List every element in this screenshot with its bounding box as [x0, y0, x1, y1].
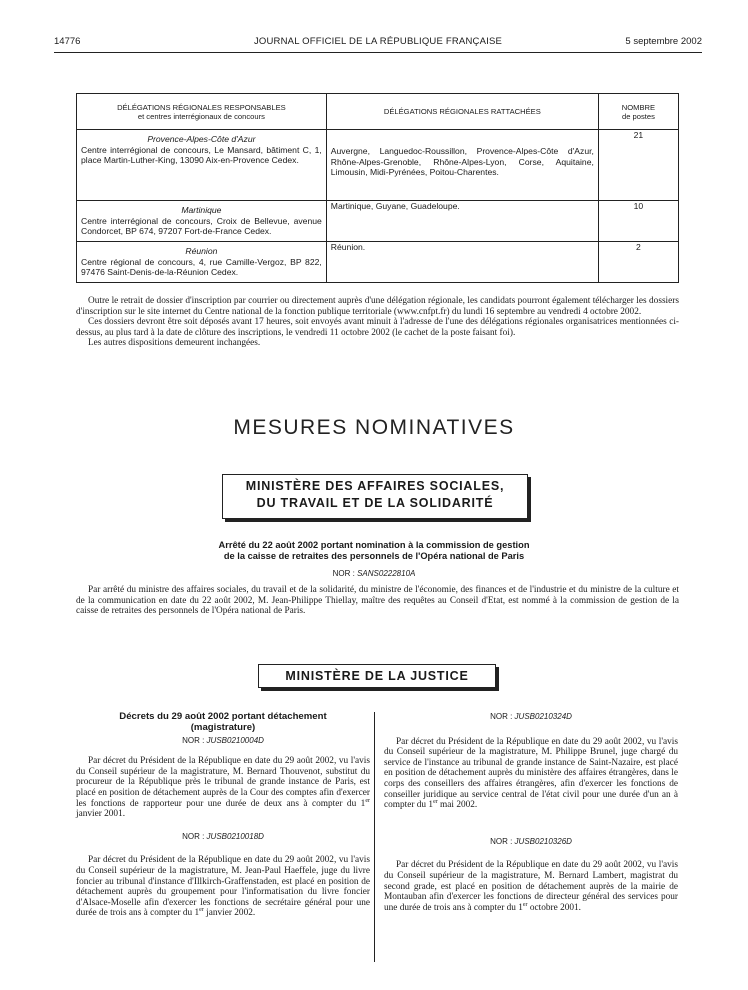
center-address: Centre interrégional de concours, Croix de Bellevue, avenue Condorcet, BP 674, 97207 Fort-de-France Cedex. [81, 215, 322, 236]
arrete-title-line: de la caisse de retraites des personnels de l'Opéra national de Paris [223, 550, 525, 561]
decree-text-end: mai 2002. [437, 800, 478, 811]
intro-paragraph: Outre le retrait de dossier d'inscription par courrier ou directement auprès d'une délégation régionale, les candidats pourront également télécharger les dossiers d'inscription sur le site internet du Centre national de la fonction publique territoriale (www.cnfpt.fr) du lundi 16 septembre au vendredi 4 octobre 2002. [76, 296, 679, 317]
journal-title: JOURNAL OFFICIEL DE LA RÉPUBLIQUE FRANÇAISE [253, 36, 503, 47]
ministry-social-affairs-box [222, 474, 528, 519]
nor-code: JUSB0210018D [206, 831, 264, 841]
header-posts-line1: NOMBRE [621, 102, 656, 112]
decree-paragraph [384, 860, 678, 913]
column-divider [374, 712, 375, 962]
posts-cell: 10 [598, 201, 678, 242]
attached-cell: Réunion. [326, 242, 598, 283]
ministry-justice-box: MINISTÈRE DE LA JUSTICE [258, 664, 496, 688]
header-responsible-line1: DÉLÉGATIONS RÉGIONALES RESPONSABLES [117, 102, 286, 112]
intro-text [76, 296, 679, 349]
nor-reference [384, 712, 678, 723]
decree-text: Par décret du Président de la République en date du 29 août 2002, vu l'avis du Conseil supérieur de la magistrature, M. Philippe Brunel, juge chargé du service de l'instance au tribunal de grande instance de Saint-Nazaire, est placé en position de détachement auprès du ministère des affaires étrangères, dans le corps des conseillers des affaires étrangères, afin d'exercer les fonctions de conseiller juridique au service central de l'état civil pour une durée d'un an à compter du 1 [384, 736, 678, 811]
arrete-title-line: Arrêté du 22 août 2002 portant nomination à la commission de gestion [218, 540, 530, 550]
ministry-line: MINISTÈRE DES AFFAIRES SOCIALES, [245, 479, 505, 493]
page-header [54, 36, 702, 50]
table-row [77, 201, 679, 242]
decree-paragraph [76, 756, 370, 820]
responsible-cell [77, 130, 327, 201]
nor-code: SANS0222810A [357, 569, 416, 578]
nor-reference [76, 736, 370, 747]
decree-text: Par décret du Président de la République en date du 29 août 2002, vu l'avis du Conseil supérieur de la magistrature, M. Jean-Paul Haeffele, juge du livre foncier au tribunal d'instance d'Illkirch-Graffenstaden, est placé en position de détachement auprès du groupement pour l'informatisation du livre foncier d'Alsace-Moselle afin d'exercer les fonctions de secrétaire général pour une durée de trois ans à compter du 1 [76, 855, 370, 919]
ordinal-sup: er [433, 799, 438, 806]
intro-paragraph: Les autres dispositions demeurent inchangées. [88, 338, 261, 349]
decree-text-end: octobre 2001. [527, 902, 582, 913]
arrete-title [140, 540, 608, 561]
ordinal-sup: er [199, 907, 204, 914]
ordinal-sup: er [522, 901, 528, 908]
nor-reference [384, 837, 678, 848]
ministry-line: DU TRAVAIL ET DE LA SOLIDARITÉ [256, 496, 494, 510]
nor-label: NOR : [490, 712, 513, 721]
decree-text: Par décret du Président de la République en date du 29 août 2002, vu l'avis du Conseil supérieur de la magistrature, M. Bernard Lambert, magistrat du second grade, est placé en position de détachement auprès de la mairie de Montauban afin d'exercer les fonctions de directeur général des services pour une durée de trois ans à compter du 1 [384, 860, 678, 913]
nor-reference [76, 832, 370, 843]
center-address: Centre interrégional de concours, Le Mansard, bâtiment C, 1, place Martin-Luther-King, 13090 Aix-en-Provence Cedex. [81, 144, 322, 165]
decree-paragraph [76, 855, 370, 919]
nor-label: NOR : [182, 735, 205, 745]
posts-cell: 2 [598, 242, 678, 283]
decrets-title-line: (magistrature) [190, 721, 256, 733]
left-column [76, 712, 370, 919]
decree-paragraph [384, 737, 678, 811]
decrets-title-line: Décrets du 29 août 2002 portant détachement [119, 711, 327, 722]
header-responsible-line2: et centres interrégionaux de concours [137, 111, 265, 121]
nor-code: JUSB0210004D [206, 735, 264, 745]
attached-cell: Martinique, Guyane, Guadeloupe. [326, 201, 598, 242]
nor-label: NOR : [182, 831, 205, 841]
issue-date: 5 septembre 2002 [625, 36, 702, 47]
header-rule [54, 52, 702, 53]
header-posts-line2: de postes [621, 111, 655, 121]
nor-code: JUSB0210324D [514, 712, 572, 721]
region-name: Réunion [185, 246, 218, 256]
nor-code: JUSB0210326D [514, 836, 572, 846]
decree-text: Par décret du Président de la République en date du 29 août 2002, vu l'avis du Conseil supérieur de la magistrature, M. Bernard Thouvenot, substitut du procureur de la République près le tribunal de grande instance de Paris, est placé en position de détachement auprès de la Cour des comptes afin d'exercer les fonctions de rapporteur pour une durée de deux ans à compter du 1 [76, 756, 370, 809]
arrete-body [76, 585, 679, 617]
header-attached: DÉLÉGATIONS RÉGIONALES RATTACHÉES [326, 94, 598, 130]
ordinal-sup: er [365, 797, 370, 804]
decree-text-end: janvier 2002. [203, 908, 256, 919]
region-name: Martinique [181, 205, 222, 215]
arrete-paragraph: Par arrêté du ministre des affaires sociales, du travail et de la solidarité, du ministre de l'économie, des finances et de l'industrie et du ministre de la culture et de la communication en date du 22 août 2002, M. Jean-Philippe Thiellay, maître des requêtes au Conseil d'Etat, est nommé à la commission de gestion de la caisse de retraites des personnels de l'Opéra national de Paris. [76, 585, 679, 617]
intro-paragraph: Ces dossiers devront être soit déposés avant 17 heures, soit envoyés avant minuit à l'adresse de l'une des délégations régionales organisatrices mentionnées ci-dessus, au plus tard à la date de clôture des inscriptions, le vendredi 11 octobre 2002 (le cachet de la poste faisant foi). [76, 317, 679, 338]
table-row [77, 130, 679, 201]
nor-label: NOR : [490, 836, 513, 846]
table-header-row [77, 94, 679, 130]
delegations-table [76, 93, 679, 283]
header-posts [598, 94, 678, 130]
right-column [384, 712, 678, 913]
section-title: MESURES NOMINATIVES [233, 416, 515, 439]
center-address: Centre régional de concours, 4, rue Camille-Vergoz, BP 822, 97476 Saint-Denis-de-la-Réunion Cedex. [81, 256, 322, 277]
nor-reference [0, 569, 748, 578]
header-responsible [77, 94, 327, 130]
attached-cell: Auvergne, Languedoc-Roussillon, Provence-Alpes-Côte d'Azur, Rhône-Alpes-Grenoble, Rhône-Alpes-Lyon, Corse, Aquitaine, Limousin, Midi-Pyrénées, Poitou-Charentes. [326, 130, 598, 201]
responsible-cell [77, 242, 327, 283]
decrets-title [76, 712, 370, 734]
region-name: Provence-Alpes-Côte d'Azur [147, 134, 256, 144]
page-number: 14776 [54, 36, 81, 47]
nor-label: NOR : [332, 569, 355, 578]
decree-text-end: janvier 2001. [76, 809, 126, 820]
table-row [77, 242, 679, 283]
responsible-cell [77, 201, 327, 242]
posts-cell: 21 [598, 130, 678, 201]
